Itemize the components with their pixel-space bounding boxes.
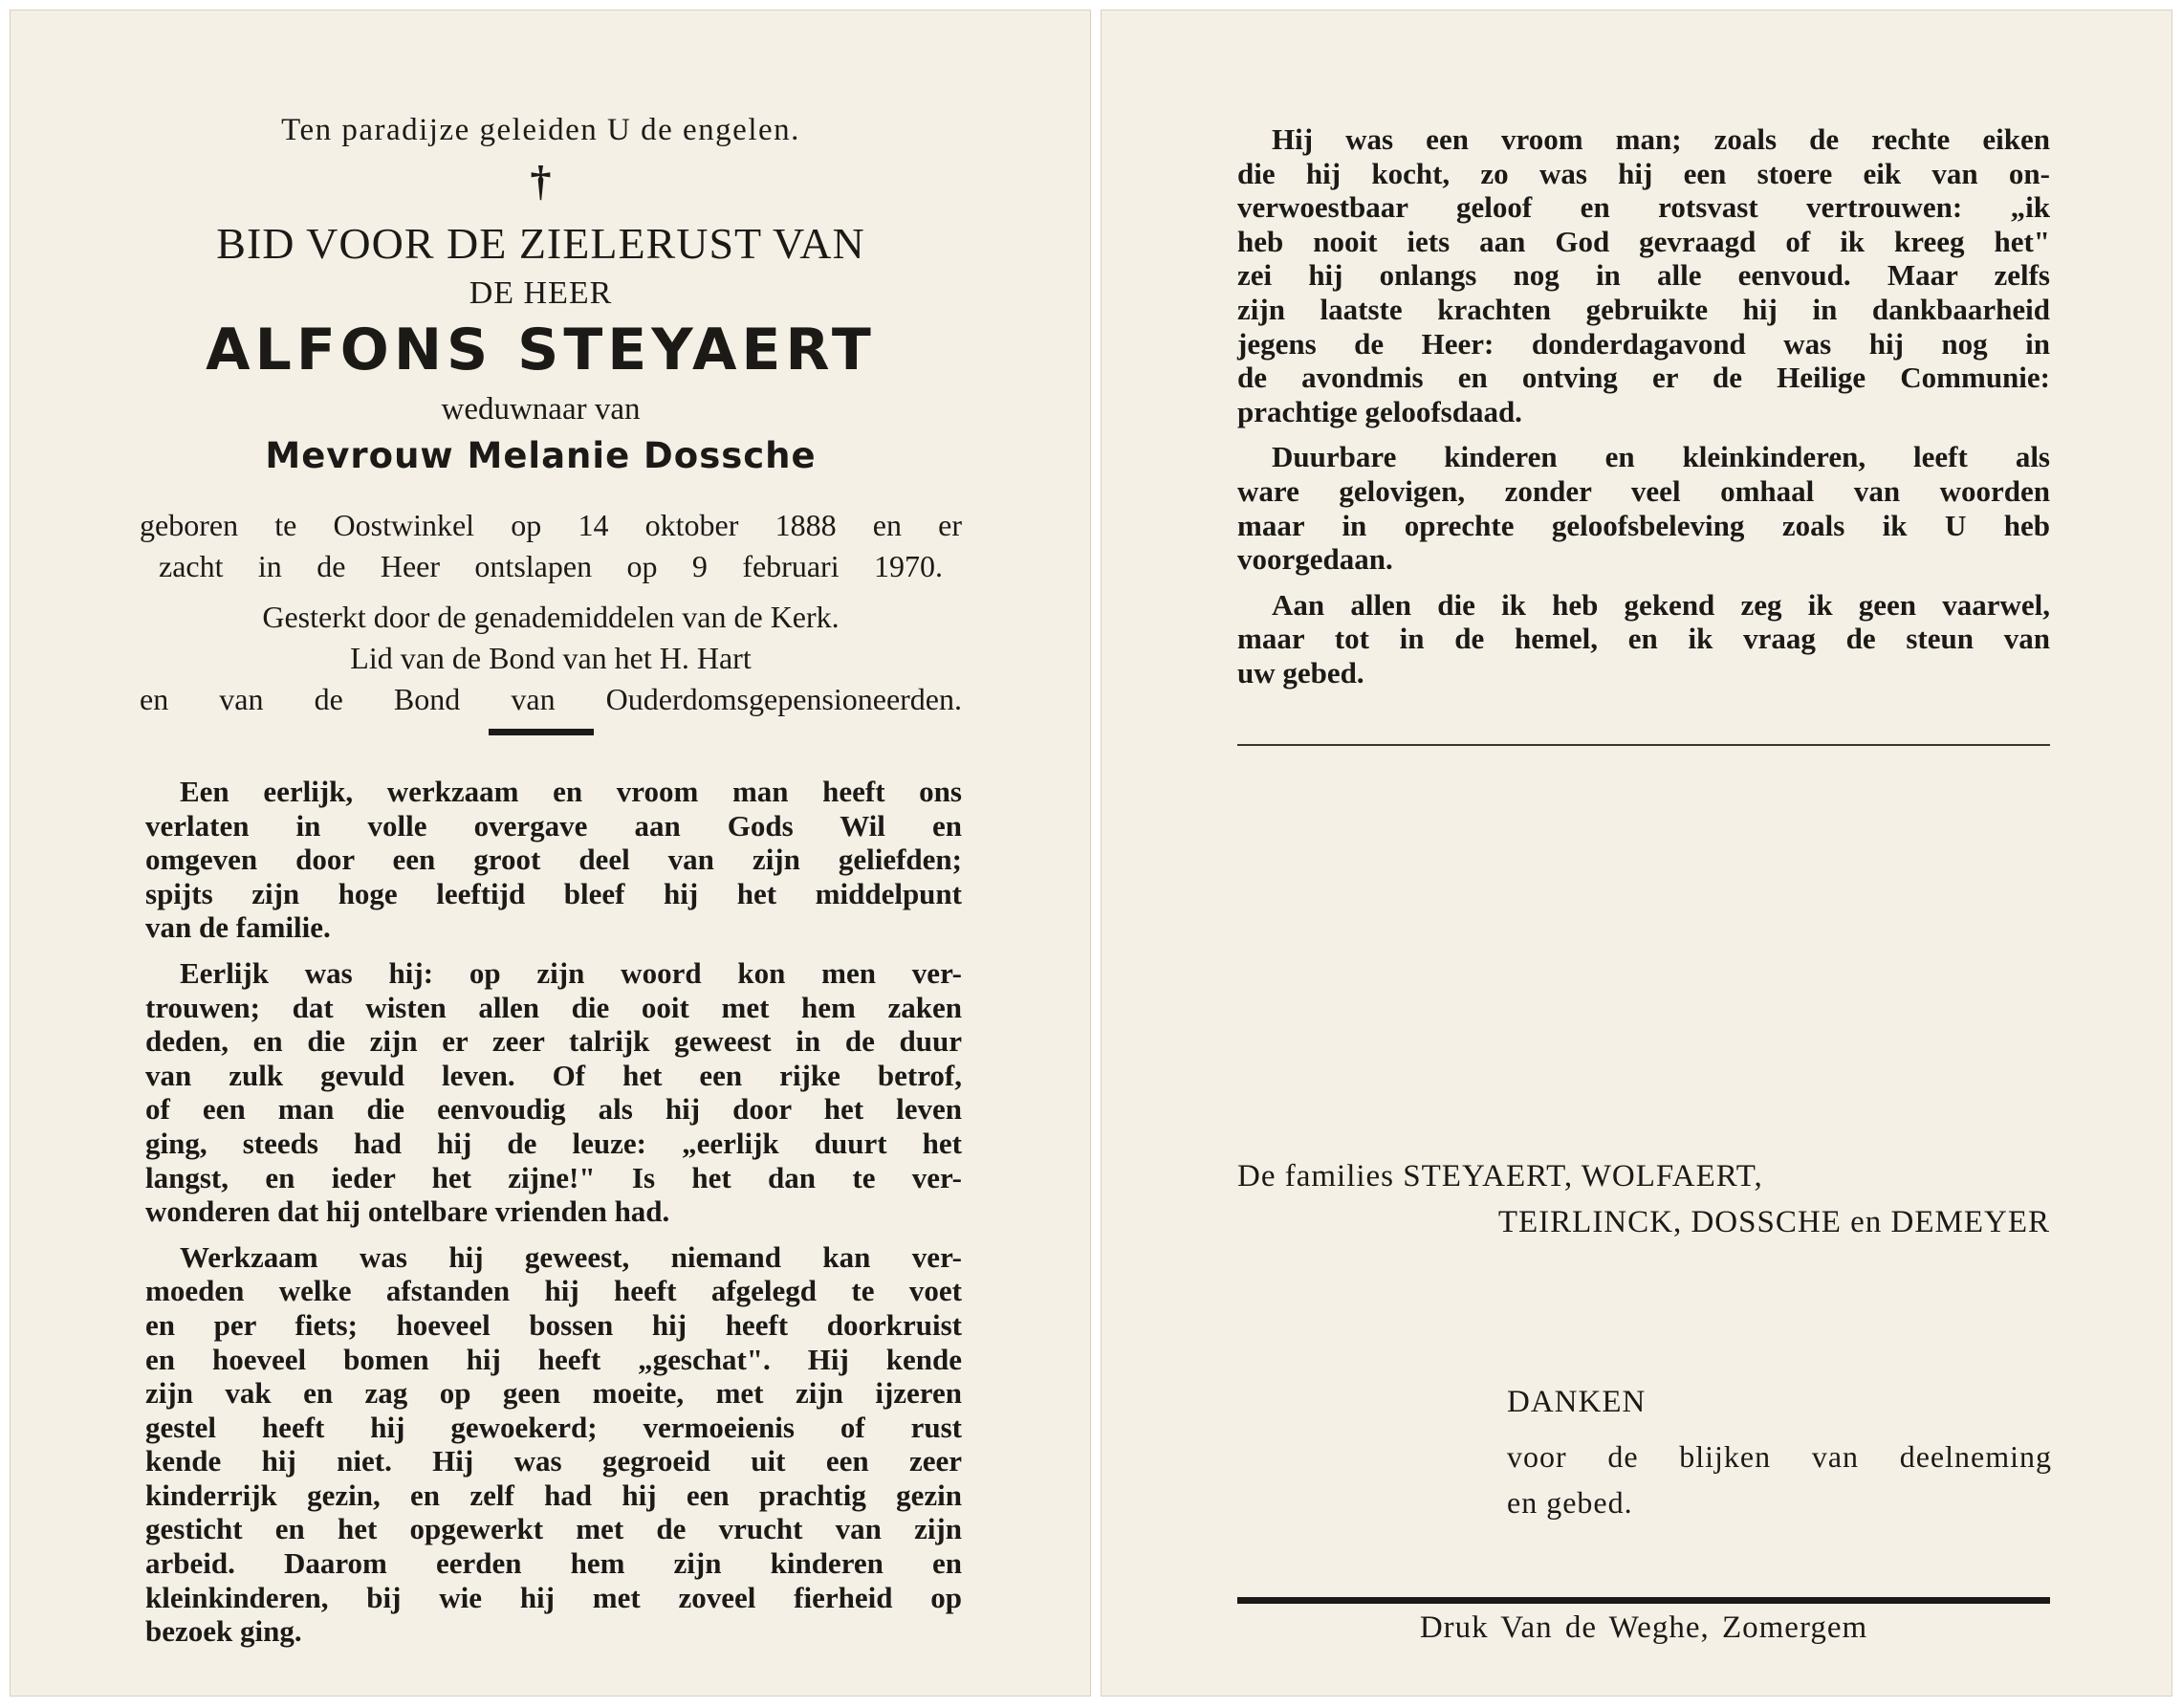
text-line: Eerlijk was hij: op zijn woord kon men ver- bbox=[180, 955, 962, 990]
eulogy-paragraph-6 bbox=[1237, 588, 2050, 690]
text-line: Werkzaam was hij geweest, niemand kan ver- bbox=[180, 1239, 962, 1274]
text-line: maar tot in de hemel, en ik vraag de steun van bbox=[1237, 622, 2050, 656]
eulogy-left bbox=[145, 775, 962, 1649]
spouse-name: Mevrouw Melanie Dossche bbox=[265, 435, 817, 476]
honorific-title: DE HEER bbox=[469, 275, 613, 311]
thanks-text bbox=[1507, 1434, 2052, 1525]
text-line: voorgedaan. bbox=[1237, 542, 1393, 577]
text-line: Aan allen die ik heb gekend zeg ik geen vaarwel, bbox=[1272, 587, 2050, 622]
text-line: moeden welke afstanden hij heeft afgelegd te voet bbox=[145, 1274, 962, 1308]
text-line: van zulk gevuld leven. Of het een rijke betrof, bbox=[145, 1058, 962, 1092]
text-line: maar in oprechte geloofsbeleving zoals ik U heb bbox=[1237, 508, 2050, 542]
text-line: van de familie. bbox=[145, 910, 331, 945]
text-line: wonderen dat hij ontelbare vrienden had. bbox=[145, 1194, 670, 1229]
motto: Ten paradijze geleiden U de engelen. bbox=[281, 113, 800, 147]
text-line: verwoestbaar geloof en rotsvast vertrouwen: „ik bbox=[1237, 190, 2050, 225]
text-line: heb nooit iets aan God gevraagd of ik kreeg het" bbox=[1237, 224, 2050, 258]
prayer-heading: BID VOOR DE ZIELERUST VAN bbox=[216, 219, 865, 268]
text-line: spijts zijn hoge leeftijd bleef hij het middelpunt bbox=[145, 876, 962, 910]
bio-line: en van de Bond van Ouderdomsgepensioneerden. bbox=[140, 682, 962, 716]
text-line: de avondmis en ontving er de Heilige Communie: bbox=[1237, 361, 2050, 395]
text-line: trouwen; dat wisten allen die ooit met hem zaken bbox=[145, 990, 962, 1024]
text-line: Een eerlijk, werkzaam en vroom man heeft ons bbox=[180, 775, 962, 808]
biography-block bbox=[140, 505, 962, 720]
thanks-line: voor de blijken van deelneming bbox=[1507, 1439, 2052, 1474]
text-line: ging, steeds had hij de leuze: „eerlijk duurt het bbox=[145, 1126, 962, 1160]
bio-line: Lid van de Bond van het H. Hart bbox=[350, 641, 752, 675]
card-fold bbox=[1091, 10, 1101, 1697]
text-line: deden, en die zijn er zeer talrijk geweest in de duur bbox=[145, 1024, 962, 1059]
bio-line: geboren te Oostwinkel op 14 oktober 1888 en er bbox=[140, 508, 962, 542]
eulogy-paragraph-3 bbox=[145, 1240, 962, 1649]
text-line: prachtige geloofsdaad. bbox=[1237, 394, 1522, 428]
text-line: gestel heeft hij gewoekerd; vermoeienis of rust bbox=[145, 1410, 962, 1444]
families-line-1: De families STEYAERT, WOLFAERT, bbox=[1237, 1159, 1763, 1193]
divider-thin bbox=[1237, 744, 2050, 746]
eulogy-paragraph-5 bbox=[1237, 440, 2050, 576]
thanks-line: en gebed. bbox=[1507, 1485, 1633, 1520]
bio-line: Gesterkt door de genademiddelen van de Kerk. bbox=[262, 600, 840, 634]
thanks-heading: DANKEN bbox=[1507, 1385, 1647, 1419]
eulogy-right bbox=[1237, 122, 2050, 690]
text-line: bezoek ging. bbox=[145, 1614, 302, 1649]
eulogy-paragraph-4 bbox=[1237, 122, 2050, 428]
eulogy-paragraph-1 bbox=[145, 775, 962, 945]
text-line: verlaten in volle overgave aan Gods Wil en bbox=[145, 808, 962, 843]
text-line: zijn vak en zag op geen moeite, met zijn ijzeren bbox=[145, 1376, 962, 1411]
families-line-2: TEIRLINCK, DOSSCHE en DEMEYER bbox=[1497, 1205, 2050, 1239]
bio-line: zacht in de Heer ontslapen op 9 februari 1970. bbox=[159, 549, 943, 583]
text-line: arbeid. Daarom eerden hem zijn kinderen en bbox=[145, 1546, 962, 1581]
divider-thick bbox=[1237, 1597, 2050, 1604]
eulogy-paragraph-2 bbox=[145, 956, 962, 1229]
text-line: Duurbare kinderen en kleinkinderen, leeft als bbox=[1272, 440, 2050, 474]
text-line: gesticht en het opgewerkt met de vrucht van zijn bbox=[145, 1512, 962, 1546]
divider-short bbox=[489, 729, 594, 735]
text-line: ware gelovigen, zonder veel omhaal van woorden bbox=[1237, 473, 2050, 508]
text-line: zijn laatste krachten gebruikte hij in dankbaarheid bbox=[1237, 292, 2050, 326]
text-line: kinderrijk gezin, en zelf had hij een prachtig gezin bbox=[145, 1478, 962, 1512]
printer-credit: Druk Van de Weghe, Zomergem bbox=[1419, 1610, 1868, 1645]
cross-icon: † bbox=[530, 158, 552, 205]
text-line: kende hij niet. Hij was gegroeid uit een zeer bbox=[145, 1444, 962, 1478]
text-line: en per fiets; hoeveel bossen hij heeft doorkruist bbox=[145, 1307, 962, 1342]
text-line: kleinkinderen, bij wie hij met zoveel fierheid op bbox=[145, 1580, 962, 1614]
text-line: uw gebed. bbox=[1237, 655, 1364, 690]
text-line: jegens de Heer: donderdagavond was hij nog in bbox=[1237, 326, 2050, 361]
text-line: langst, en ieder het zijne!" Is het dan te ver- bbox=[145, 1160, 962, 1194]
deceased-name: ALFONS STEYAERT bbox=[206, 317, 876, 383]
text-line: Hij was een vroom man; zoals de rechte eiken bbox=[1272, 122, 2050, 156]
widower-label: weduwnaar van bbox=[441, 392, 641, 427]
text-line: of een man die eenvoudig als hij door het leven bbox=[145, 1092, 962, 1127]
text-line: die hij kocht, zo was hij een stoere eik van on- bbox=[1237, 156, 2050, 190]
text-line: zei hij onlangs nog in alle eenvoud. Maar zelfs bbox=[1237, 258, 2050, 293]
text-line: omgeven door een groot deel van zijn geliefden; bbox=[145, 843, 962, 877]
text-line: en hoeveel bomen hij heeft „geschat". Hij kende bbox=[145, 1342, 962, 1376]
